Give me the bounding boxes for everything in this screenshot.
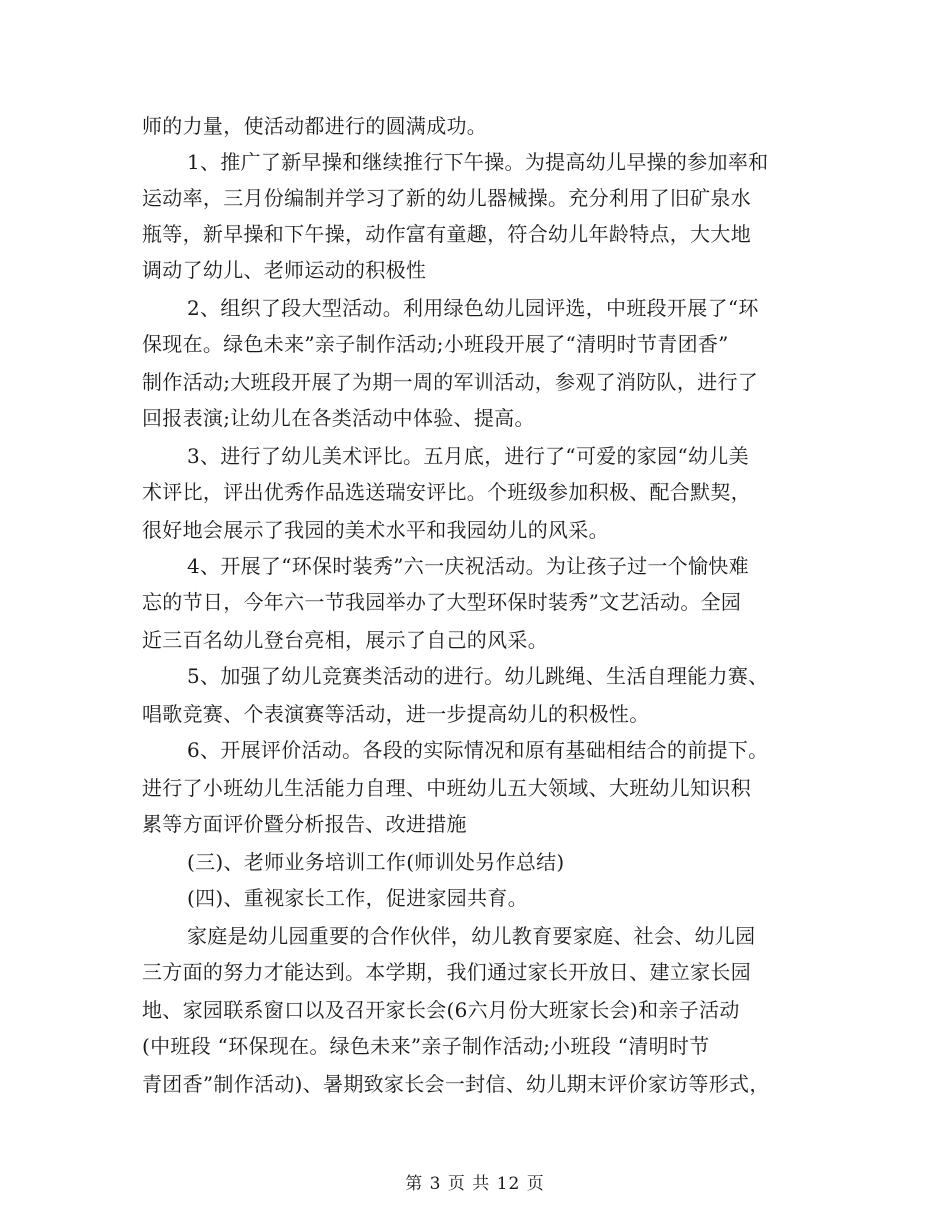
text-line: 进行了小班幼儿生活能力自理、中班幼儿五大领域、大班幼儿知识积	[142, 776, 751, 800]
text-line: 3、进行了幼儿美术评比。五月底，进行了“可爱的家园“幼儿美	[187, 444, 749, 468]
text-line: 地、家园联系窗口以及召开家长会(6六月份大班家长会)和亲子活动	[142, 998, 740, 1022]
text-line: (四)、重视家长工作，促进家园共育。	[187, 886, 529, 910]
text-line: 累等方面评价暨分析报告、改进措施	[142, 812, 467, 836]
text-line: (中班段 “环保现在。绿色未来”亲子制作活动;小班段 “清明时节	[142, 1034, 710, 1058]
text-line: 忘的节日，今年六一节我园举办了大型环保时装秀”文艺活动。全园	[142, 590, 742, 614]
text-line: 青团香”制作活动)、暑期致家长会一封信、幼儿期末评价家访等形式，	[142, 1072, 770, 1096]
page-number-footer: 第 3 页 共 12 页	[405, 1174, 545, 1194]
text-line: 瓶等，新早操和下午操，动作富有童趣，符合幼儿年龄特点，大大地	[142, 222, 751, 246]
text-line: 唱歌竞赛、个表演赛等活动，进一步提高幼儿的积极性。	[142, 702, 650, 726]
text-line: 调动了幼儿、老师运动的积极性	[142, 258, 427, 282]
text-line: 运动率，三月份编制并学习了新的幼儿器械操。充分利用了旧矿泉水	[142, 186, 751, 210]
text-line: 很好地会展示了我园的美术水平和我园幼儿的风采。	[142, 518, 609, 542]
text-line: 6、开展评价活动。各段的实际情况和原有基础相结合的前提下。	[187, 738, 769, 762]
text-line: 师的力量，使活动都进行的圆满成功。	[142, 114, 488, 138]
text-line: 三方面的努力才能达到。本学期，我们通过家长开放日、建立家长园	[142, 960, 751, 984]
text-line: 近三百名幼儿登台亮相，展示了自己的风采。	[142, 628, 548, 652]
text-line: 回报表演;让幼儿在各类活动中体验、提高。	[142, 406, 535, 430]
text-line: 4、开展了“环保时装秀”六一庆祝活动。为让孩子过一个愉快难	[187, 554, 749, 578]
text-line: 2、组织了段大型活动。利用绿色幼儿园评选，中班段开展了“环	[187, 296, 759, 320]
text-line: 保现在。绿色未来”亲子制作活动;小班段开展了“清明时节青团香”	[142, 332, 729, 356]
text-line: 家庭是幼儿园重要的合作伙伴，幼儿教育要家庭、社会、幼儿园	[187, 924, 756, 948]
text-line: 术评比，评出优秀作品选送瑞安评比。个班级参加积极、配合默契，	[142, 480, 751, 504]
text-line: (三)、老师业务培训工作(师训处另作总结)	[187, 850, 565, 874]
text-line: 制作活动;大班段开展了为期一周的军训活动，参观了消防队，进行了	[142, 370, 759, 394]
text-line: 1、推广了新早操和继续推行下午操。为提高幼儿早操的参加率和	[187, 150, 769, 174]
text-line: 5、加强了幼儿竞赛类活动的进行。幼儿跳绳、生活自理能力赛、	[187, 664, 769, 688]
